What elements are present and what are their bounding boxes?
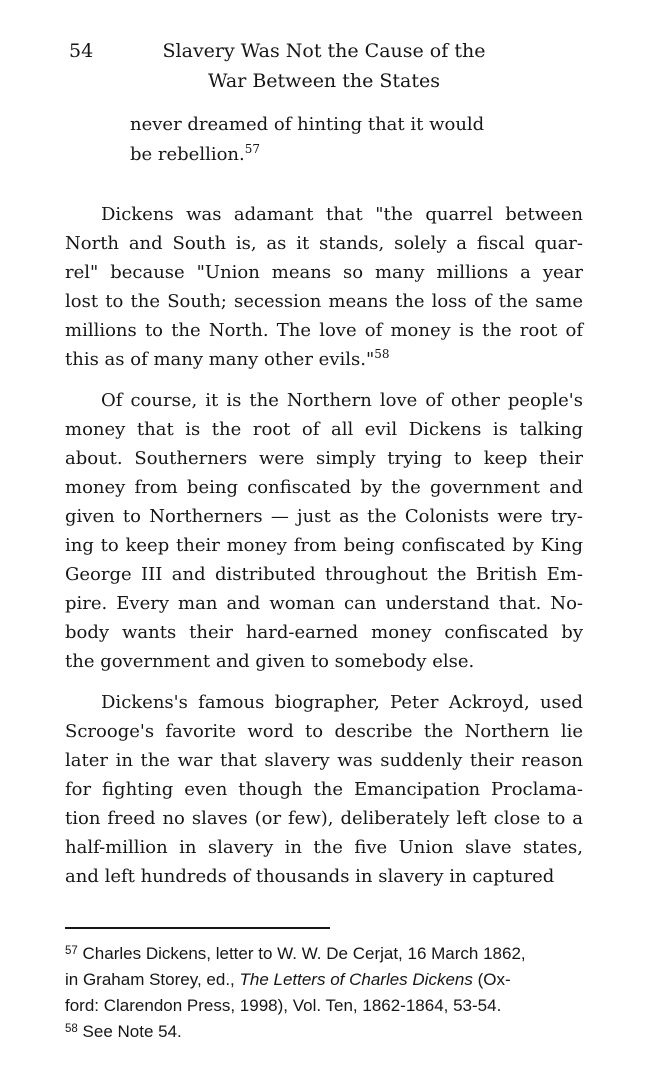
text-line: Dickens was adamant that "the quarrel between xyxy=(101,204,583,225)
text-line: and left hundreds of thousands in slavery in captured xyxy=(65,866,555,887)
paragraph xyxy=(65,386,583,676)
footnote-reference: 58 xyxy=(374,347,390,361)
page-header xyxy=(65,36,583,96)
text-line: George III and distributed throughout the British Em- xyxy=(65,564,583,585)
text-line: for fighting even though the Emancipation Proclama- xyxy=(65,779,583,800)
footnote-list xyxy=(65,941,583,1045)
running-title-line-1: Slavery Was Not the Cause of the xyxy=(162,40,486,62)
text-line: in Graham Storey, ed., The Letters of Charles Dickens (Ox- xyxy=(65,970,511,989)
text-line: ing to keep their money from being confiscated by King xyxy=(65,535,583,556)
text-line: money that is the root of all evil Dickens is talking xyxy=(65,419,583,440)
text-line: lost to the South; secession means the loss of the same xyxy=(65,291,583,312)
body-text xyxy=(65,200,583,891)
text-line: $^{58}$ See Note 54. xyxy=(65,1022,182,1041)
footnote xyxy=(65,1019,583,1045)
text-line: Scrooge's favorite word to describe the Northern lie xyxy=(65,721,583,742)
text-line: pire. Every man and woman can understand that. No- xyxy=(65,593,583,614)
text-line: North and South is, as it stands, solely a fiscal quar- xyxy=(65,233,583,254)
text-line: rel" because "Union means so many millions a year xyxy=(65,262,583,283)
text-line: body wants their hard-earned money confiscated by xyxy=(65,622,583,643)
page-number: 54 xyxy=(69,40,94,62)
text-line: the government and given to somebody else. xyxy=(65,651,475,672)
text-line: Of course, it is the Northern love of other people's xyxy=(101,390,583,411)
text-line: half-million in slavery in the five Union slave states, xyxy=(65,837,583,858)
text-line: never dreamed of hinting that it would xyxy=(130,114,485,135)
text-line: money from being confiscated by the government and xyxy=(65,477,583,498)
footnotes-section xyxy=(65,927,583,1045)
text-line: about. Southerners were simply trying to keep their xyxy=(65,448,583,469)
paragraph xyxy=(65,688,583,891)
block-quote xyxy=(130,110,583,170)
running-title-line-2: War Between the States xyxy=(208,70,440,92)
paragraph xyxy=(65,200,583,374)
text-line: millions to the North. The love of money is the root of xyxy=(65,320,583,341)
footnote-reference: 57 xyxy=(65,945,78,957)
text-line: be rebellion.$^{57}$ xyxy=(130,142,261,165)
text-line: this as of many many other evils."$^{58}$ xyxy=(65,347,390,370)
running-title xyxy=(65,36,583,96)
text-line: Dickens's famous biographer, Peter Ackroyd, used xyxy=(101,692,583,713)
footnote-reference: 57 xyxy=(244,142,261,156)
text-line: later in the war that slavery was suddenly their reason xyxy=(65,750,583,771)
footnote-reference: 58 xyxy=(65,1023,78,1035)
text-line: tion freed no slaves (or few), deliberately left close to a xyxy=(65,808,583,829)
text-line: $^{57}$ Charles Dickens, letter to W. W. De Cerjat, 16 March 1862, xyxy=(65,944,526,963)
footnote xyxy=(65,941,583,1019)
text-line: given to Northerners — just as the Colonists were try- xyxy=(65,506,583,527)
text-line: ford: Clarendon Press, 1998), Vol. Ten, 1862-1864, 53-54. xyxy=(65,996,502,1015)
footnote-rule xyxy=(65,927,330,929)
